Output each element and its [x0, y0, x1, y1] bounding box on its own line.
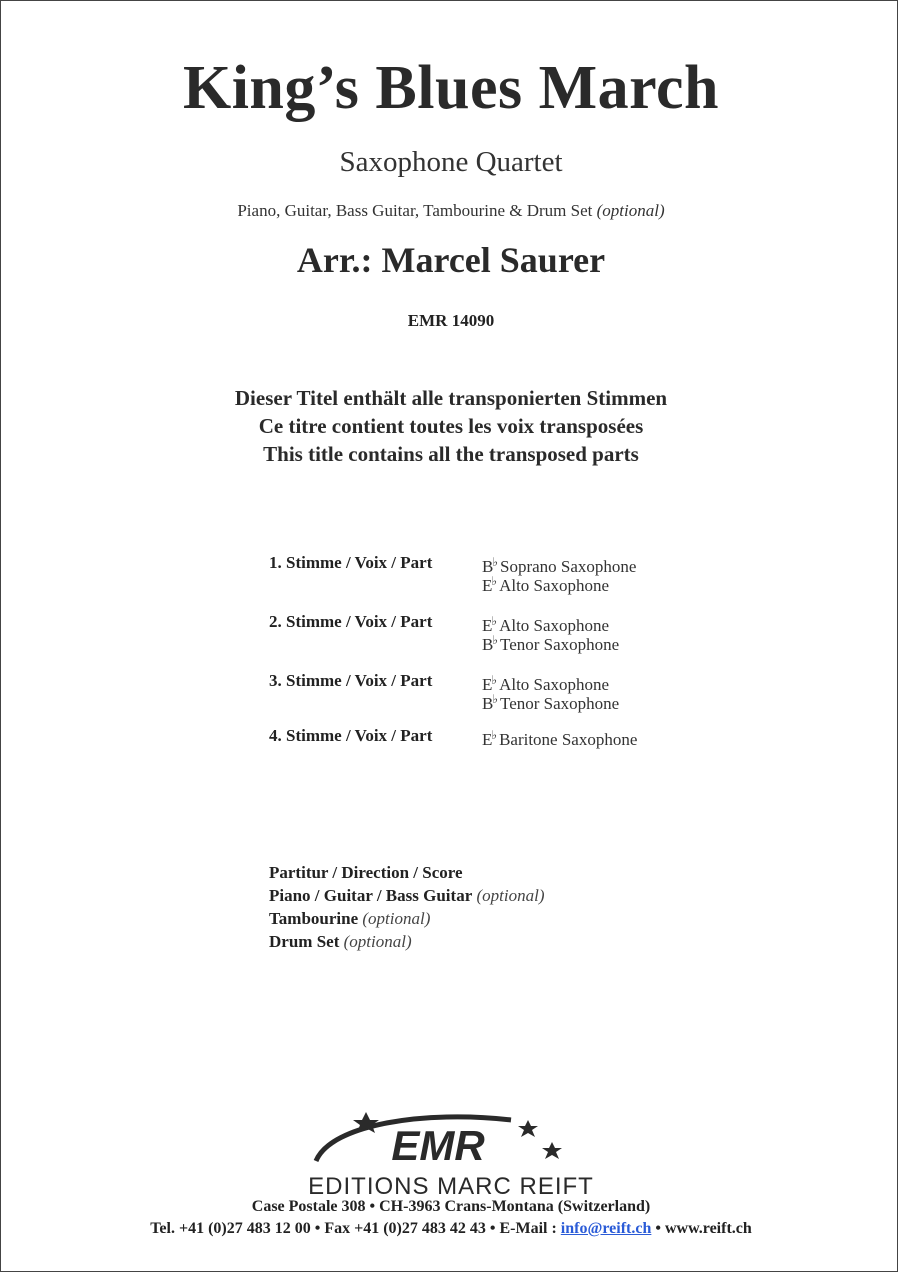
- list-item: Partitur / Direction / Score: [269, 863, 463, 882]
- part-instruments: [482, 612, 620, 654]
- extra-parts-list: [269, 861, 545, 953]
- catalog-code: EMR 14090: [407, 311, 495, 330]
- star-icon: [518, 1120, 538, 1137]
- subtitle: Saxophone Quartet: [339, 146, 563, 178]
- instrumentation-text: Piano, Guitar, Bass Guitar, Tambourine & Drum Set: [237, 201, 593, 220]
- notice-german: Dieser Titel enthält alle transponierten Stimmen: [234, 386, 668, 410]
- part-instruments: [482, 553, 637, 595]
- flat-icon: ♭: [491, 728, 498, 742]
- instrument-line: E♭ Alto Saxophone: [482, 614, 610, 635]
- instrument-line: B♭ Soprano Saxophone: [482, 555, 637, 576]
- flat-icon: ♭: [492, 555, 499, 569]
- instrument-line: B♭ Tenor Saxophone: [482, 633, 620, 654]
- part-label: 4. Stimme / Voix / Part: [269, 726, 433, 745]
- flat-icon: ♭: [492, 692, 499, 706]
- list-item: Drum Set (optional): [269, 932, 412, 951]
- notice-french: Ce titre contient toutes les voix transposées: [258, 414, 644, 438]
- publisher-address: Case Postale 308 • CH-3963 Crans-Montana (Switzerland): [251, 1198, 651, 1215]
- emr-logo: [306, 1106, 566, 1176]
- instrument-line: B♭ Tenor Saxophone: [482, 692, 620, 713]
- list-item: Piano / Guitar / Bass Guitar (optional): [269, 886, 545, 905]
- flat-icon: ♭: [491, 673, 498, 687]
- flat-icon: ♭: [491, 574, 498, 588]
- part-label: 1. Stimme / Voix / Part: [269, 553, 433, 572]
- publisher-name: EDITIONS MARC REIFT: [308, 1173, 594, 1200]
- notice-english: This title contains all the transposed parts: [263, 442, 639, 466]
- flat-icon: ♭: [491, 614, 498, 628]
- star-icon: [542, 1142, 562, 1159]
- list-item: Tambourine (optional): [269, 909, 431, 928]
- flat-icon: ♭: [492, 633, 499, 647]
- publisher-contact: Tel. +41 (0)27 483 12 00 • Fax +41 (0)27 483 42 43 • E-Mail : info@reift.ch • www.reift.ch: [150, 1220, 752, 1237]
- instrumentation-optional: (optional): [596, 201, 665, 220]
- instrument-line: E♭ Baritone Saxophone: [482, 728, 638, 749]
- instrument-line: E♭ Alto Saxophone: [482, 673, 610, 694]
- part-label: 2. Stimme / Voix / Part: [269, 612, 433, 631]
- part-label: 3. Stimme / Voix / Part: [269, 671, 433, 690]
- page-title: King’s Blues March: [182, 54, 720, 122]
- email-link[interactable]: info@reift.ch: [560, 1220, 652, 1237]
- arranger: Arr.: Marcel Saurer: [296, 240, 606, 280]
- part-instruments: [482, 726, 638, 749]
- part-instruments: [482, 671, 620, 713]
- instrumentation: [1, 201, 900, 221]
- logo-text: EMR: [391, 1122, 485, 1169]
- instrument-line: E♭ Alto Saxophone: [482, 574, 610, 595]
